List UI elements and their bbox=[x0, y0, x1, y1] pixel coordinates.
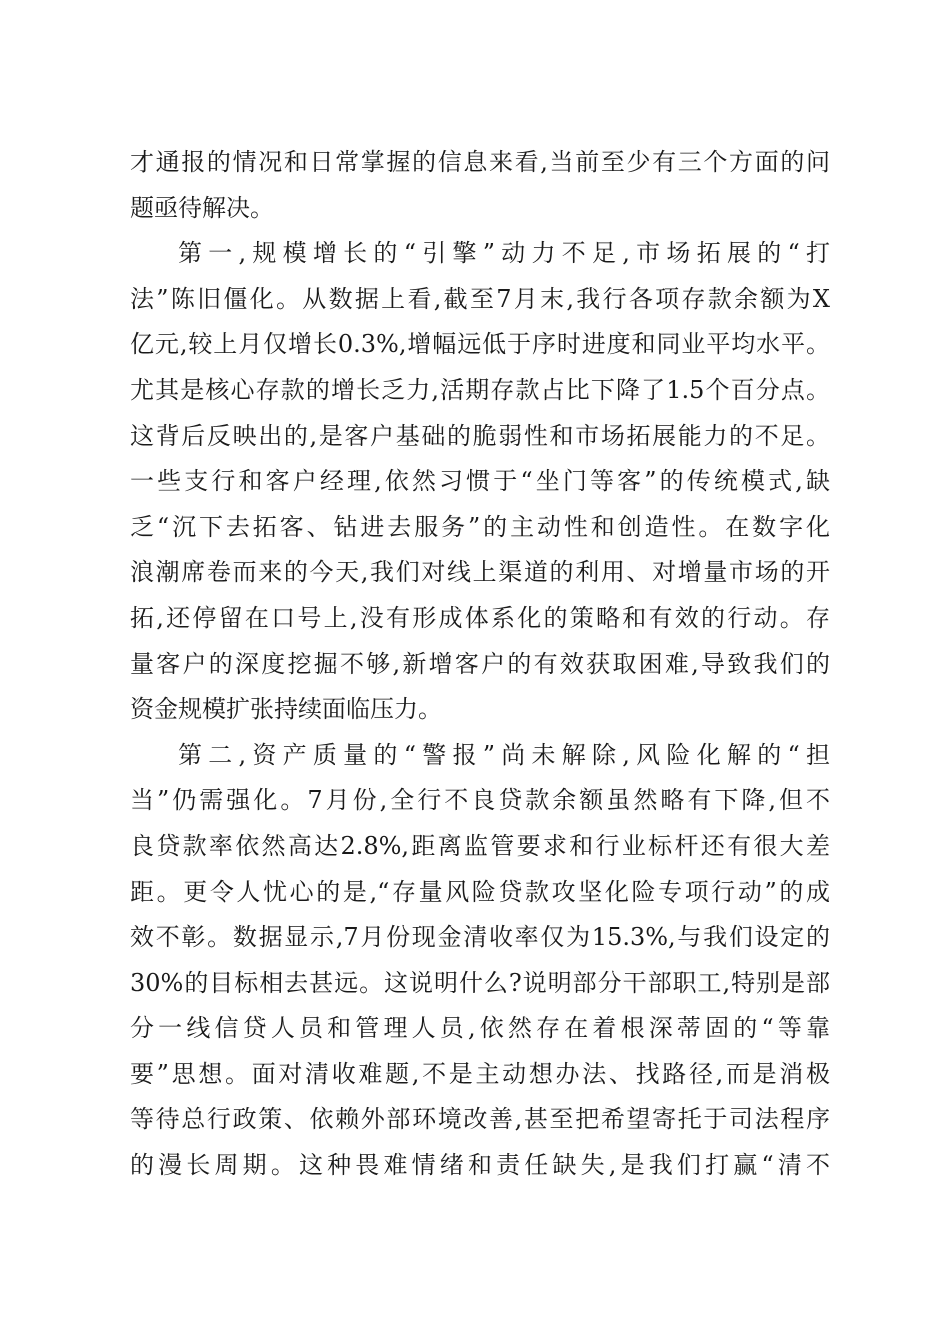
text-line: 距。更令人忧心的是,“存量风险贷款攻坚化险专项行动”的成 bbox=[130, 877, 830, 906]
text-line: 乏“沉下去拓客、钻进去服务”的主动性和创造性。在数字化 bbox=[130, 512, 830, 541]
text-line: 法”陈旧僵化。从数据上看,截至7月末,我行各项存款余额为X bbox=[130, 284, 830, 313]
text-line: 一些支行和客户经理,依然习惯于“坐门等客”的传统模式,缺 bbox=[130, 467, 830, 496]
text-line: 良贷款率依然高达2.8%,距离监管要求和行业标杆还有很大差 bbox=[130, 831, 830, 860]
text-line: 要”思想。面对清收难题,不是主动想办法、找路径,而是消极 bbox=[130, 1059, 830, 1088]
text-line: 等待总行政策、依赖外部环境改善,甚至把希望寄托于司法程序 bbox=[130, 1105, 830, 1134]
text-line: 当”仍需强化。7月份,全行不良贷款余额虽然略有下降,但不 bbox=[130, 786, 830, 815]
text-line: 这背后反映出的,是客户基础的脆弱性和市场拓展能力的不足。 bbox=[130, 421, 830, 450]
text-line: 第一,规模增长的“引擎”动力不足,市场拓展的“打 bbox=[178, 239, 830, 268]
text-line: 浪潮席卷而来的今天,我们对线上渠道的利用、对增量市场的开 bbox=[130, 558, 830, 587]
text-line: 尤其是核心存款的增长乏力,活期存款占比下降了1.5个百分点。 bbox=[130, 375, 830, 404]
text-line: 30%的目标相去甚远。这说明什么?说明部分干部职工,特别是部 bbox=[130, 968, 830, 997]
text-line: 分一线信贷人员和管理人员,依然存在着根深蒂固的“等靠 bbox=[130, 1014, 830, 1043]
text-line: 拓,还停留在口号上,没有形成体系化的策略和有效的行动。存 bbox=[130, 603, 830, 632]
text-line: 题亟待解决。 bbox=[130, 193, 274, 222]
text-line: 才通报的情况和日常掌握的信息来看,当前至少有三个方面的问 bbox=[130, 148, 830, 176]
text-line: 亿元,较上月仅增长0.3%,增幅远低于序时进度和同业平均水平。 bbox=[130, 330, 830, 359]
text-line: 的漫长周期。这种畏难情绪和责任缺失,是我们打赢“清不 bbox=[130, 1151, 830, 1180]
text-line: 效不彰。数据显示,7月份现金清收率仅为15.3%,与我们设定的 bbox=[130, 923, 830, 952]
text-line: 资金规模扩张持续面临压力。 bbox=[130, 695, 442, 724]
body-text bbox=[130, 140, 830, 1189]
text-line: 第二,资产质量的“警报”尚未解除,风险化解的“担 bbox=[178, 740, 830, 769]
text-line: 量客户的深度挖掘不够,新增客户的有效获取困难,导致我们的 bbox=[130, 649, 830, 678]
